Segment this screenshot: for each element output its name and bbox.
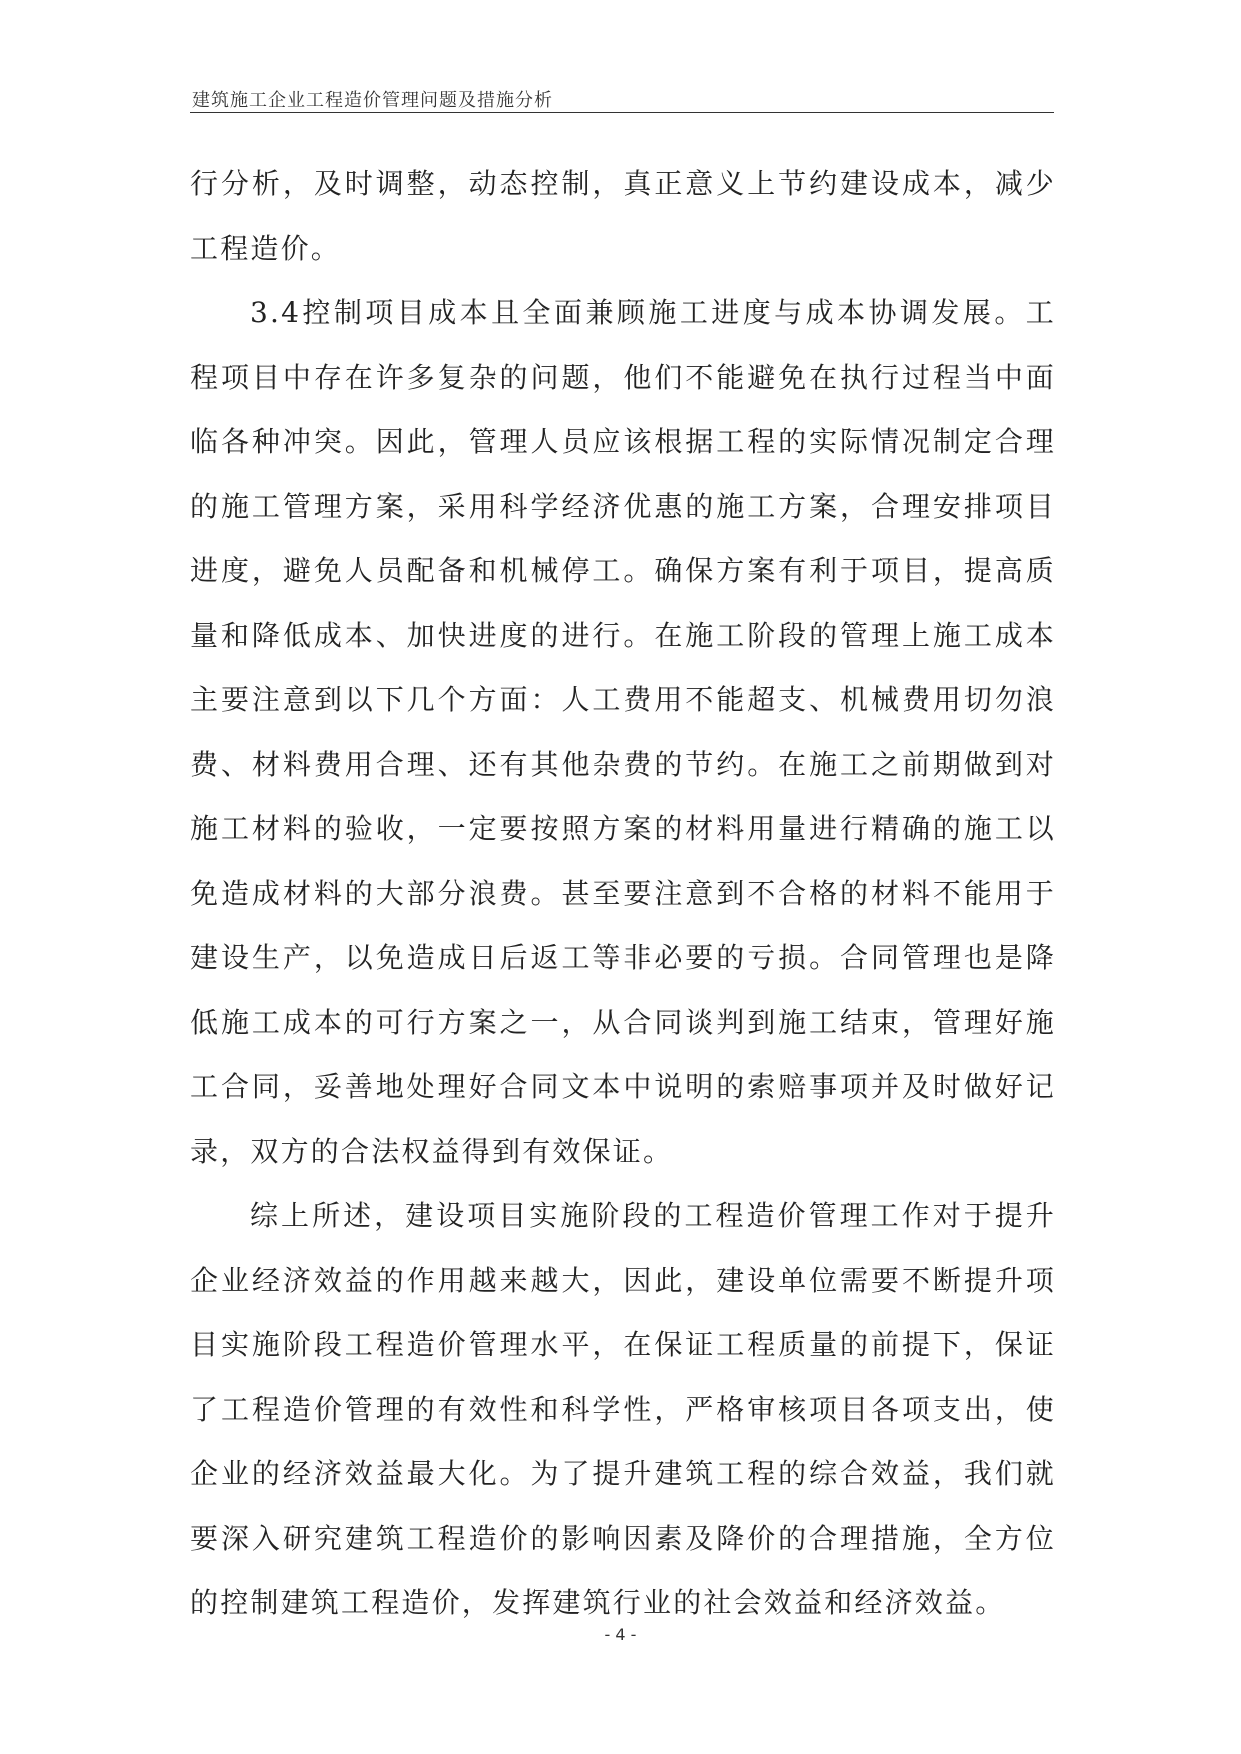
running-header: 建筑施工企业工程造价管理问题及措施分析 bbox=[192, 90, 553, 111]
page-number: - 4 - bbox=[604, 1625, 637, 1644]
paragraph-cost-control: 3.4控制项目成本且全面兼顾施工进度与成本协调发展。工程项目中存在许多复杂的问题，他们不能避免在执行过程当中面临各种冲突。因此，管理人员应该根据工程的实际情况制定合理的施工管理方案，采用科学经济优惠的施工方案，合理安排项目进度，避免人员配备和机械停工。确保方案有利于项目，提高质量和降低成本、加快进度的进行。在施工阶段的管理上施工成本主要注意到以下几个方面：人工费用不能超支、机械费用切勿浪费、材料费用合理、还有其他杂费的节约。在施工之前期做到对施工材料的验收，一定要按照方案的材料用量进行精确的施工以免造成材料的大部分浪费。甚至要注意到不合格的材料不能用于建设生产，以免造成日后返工等非必要的亏损。合同管理也是降低施工成本的可行方案之一，从合同谈判到施工结束，管理好施工合同，妥善地处理好合同文本中说明的索赔事项并及时做好记录，双方的合法权益得到有效保证。 bbox=[190, 296, 1056, 1168]
header-rule bbox=[190, 112, 1054, 113]
paragraph-conclusion: 综上所述，建设项目实施阶段的工程造价管理工作对于提升企业经济效益的作用越来越大，因此，建设单位需要不断提升项目实施阶段工程造价管理水平，在保证工程质量的前提下，保证了工程造价管理的有效性和科学性，严格审核项目各项支出，使企业的经济效益最大化。为了提升建筑工程的综合效益，我们就要深入研究建筑工程造价的影响因素及降价的合理措施，全方位的控制建筑工程造价，发挥建筑行业的社会效益和经济效益。 bbox=[190, 1199, 1056, 1619]
body-text bbox=[190, 152, 1056, 1636]
paragraph-continuation: 行分析，及时调整，动态控制，真正意义上节约建设成本，减少工程造价。 bbox=[190, 167, 1056, 265]
